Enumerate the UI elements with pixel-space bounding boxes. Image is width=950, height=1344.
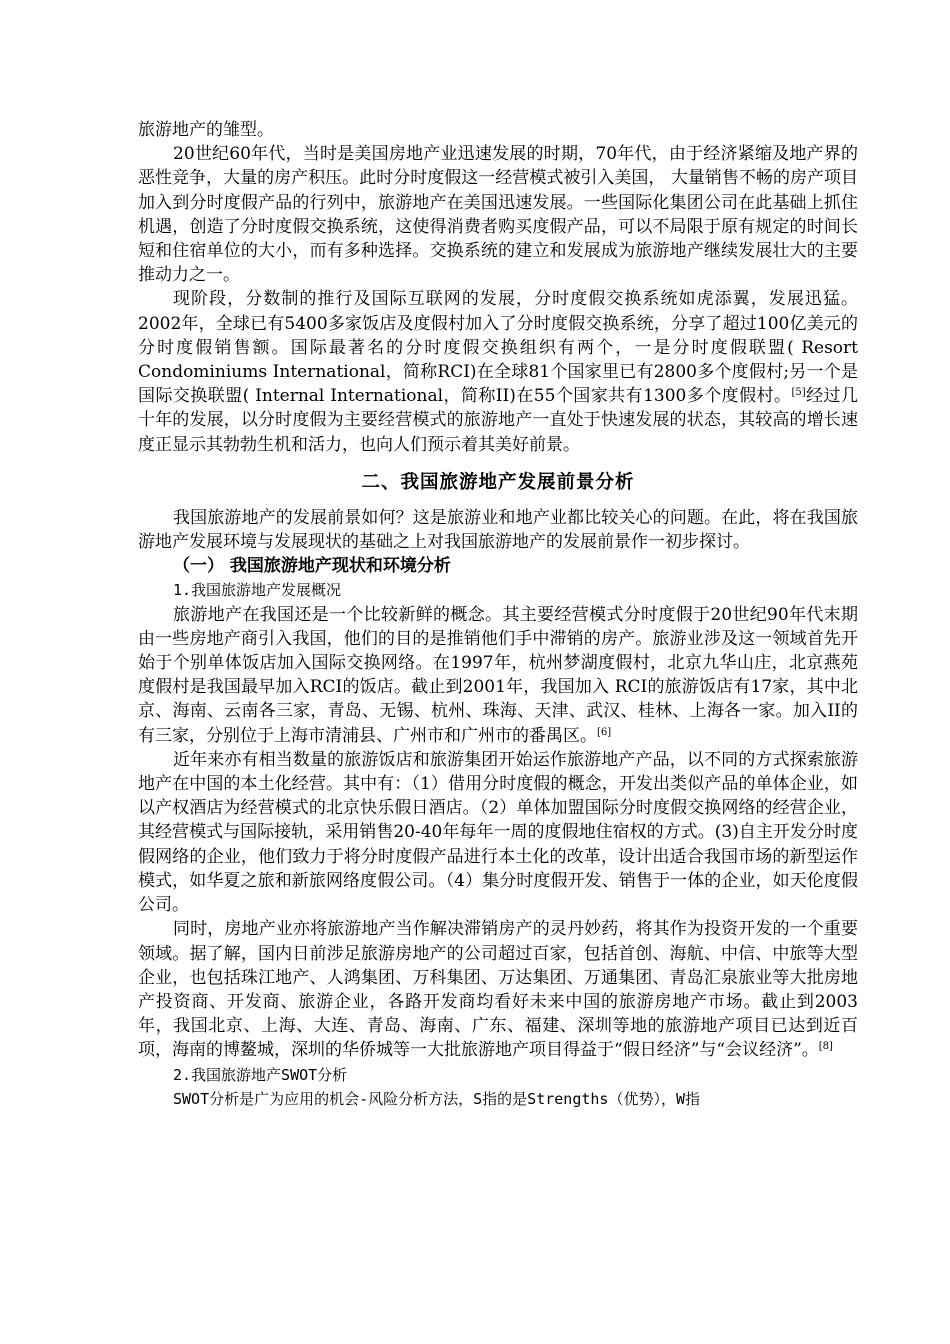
paragraph-intro: 我国旅游地产的发展前景如何？这是旅游业和地产业都比较关心的问题。在此，将在我国旅游地产发展环境与发展现状的基础之上对我国旅游地产的发展前景作一初步探讨。 [138,507,858,553]
paragraph-continuation: 旅游地产的雏型。 [138,120,274,140]
paragraph-swot: SWOT分析是广为应用的机会-风险分析方法，S指的是Strengths（优势），W指 [173,1089,700,1108]
item-title: 1.我国旅游地产发展概况 [173,581,342,600]
paragraph-overview [138,603,858,748]
paragraph-real-estate [138,917,858,1062]
paragraph-text: 现阶段，分数制的推行及国际互联网的发展，分时度假交换系统如虎添翼，发展迅猛。2002年，全球已有5400多家饭店及度假村加入了分时度假交换系统，分享了超过100亿美元的分时度假销售额。国际最著名的分时度假交换组织有两个，一是分时度假联盟( Resort Condominiums International，简称RCI)在全球81个国家里已有2800多个度假村;另一个是国际交换联盟( Internal International，简称II)在55个国家共有1300多个度假村。 [138,289,858,407]
paragraph-text: 同时，房地产业亦将旅游地产当作解决滞销房产的灵丹妙药，将其作为投资开发的一个重要领域。据了解，国内日前涉足旅游房地产的公司超过百家，包括首创、海航、中信、中旅等大型企业，也包括珠江地产、人鸿集团、万科集团、万达集团、万通集团、青岛汇泉旅业等大批房地产投资商、开发商、旅游企业，各路开发商均看好未来中国的旅游房地产市场。截止到2003年，我国北京、上海、大连、青岛、海南、广东、福建、深圳等地的旅游地产项目已达到近百项，海南的博鳌城，深圳的华侨城等一大批旅游地产项目得益于“假日经济”与“会议经济”。 [138,919,858,1061]
section-title: 二、我国旅游地产发展前景分析 [361,471,635,493]
paragraph-text: 旅游地产在我国还是一个比较新鲜的概念。其主要经营模式分时度假于20世纪90年代末期由一些房地产商引入我国，他们的目的是推销他们手中滞销的房产。旅游业涉及这一领域首先开始于个别单体饭店加入国际交换网络。在1997年，杭州梦湖度假村，北京九华山庄，北京燕苑度假村是我国最早加入RCI的饭店。截止到2001年，我国加入 RCI的旅游饭店有17家，其中北京、海南、云南各三家，青岛、无锡、杭州、珠海、天津、武汉、桂林、上海各一家。加入II的有三家，分别位于上海市清浦县、广州市和广州市的番禺区。 [138,604,858,746]
paragraph-hotels: 近年来亦有相当数量的旅游饭店和旅游集团开始运作旅游地产产品，以不同的方式探索旅游地产在中国的本土化经营。其中有：（1）借用分时度假的概念，开发出类似产品的单体企业，如以产权酒店为经营模式的北京快乐假日酒店。（2）单体加盟国际分时度假交换网络的经营企业，其经营模式与国际接轨，采用销售20-40年每年一周的度假地住宿权的方式。(3)自主开发分时度假网络的企业，他们致力于将分时度假产品进行本土化的改革，设计出适合我国市场的新型运作模式，如华夏之旅和新旅网络度假公司。（4）集分时度假开发、销售于一体的企业，如天伦度假公司。 [138,749,858,916]
item-title: 2.我国旅游地产SWOT分析 [173,1065,348,1084]
citation-ref: [8] [818,1041,833,1053]
paragraph-current-stage [138,287,858,456]
paragraph-us-history: 20世纪60年代，当时是美国房地产业迅速发展的时期，70年代，由于经济紧缩及地产界的恶性竞争，大量的房产积压。此时分时度假这一经营模式被引入美国， 大量销售不畅的房产项目加入到分时度假产品的行列中，旅游地产在美国迅速发展。一些国际化集团公司在此基础上抓住机遇，创造了分时度假交换系统，这使得消费者购买度假产品，可以不局限于原有规定的时间长短和住宿单位的大小，而有多种选择。交换系统的建立和发展成为旅游地产继续发展壮大的主要推动力之一。 [138,144,858,286]
paragraph-text: 经过几十年的发展，以分时度假为主要经营模式的旅游地产一直处于快速发展的状态，其较高的增长速度正显示其勃勃生机和活力，也向人们预示着其美好前景。 [138,386,858,455]
subsection-title: （一） 我国旅游地产现状和环境分析 [173,556,451,577]
document-body [138,118,858,1111]
citation-ref: [5] [791,387,806,399]
citation-ref: [6] [597,726,612,738]
